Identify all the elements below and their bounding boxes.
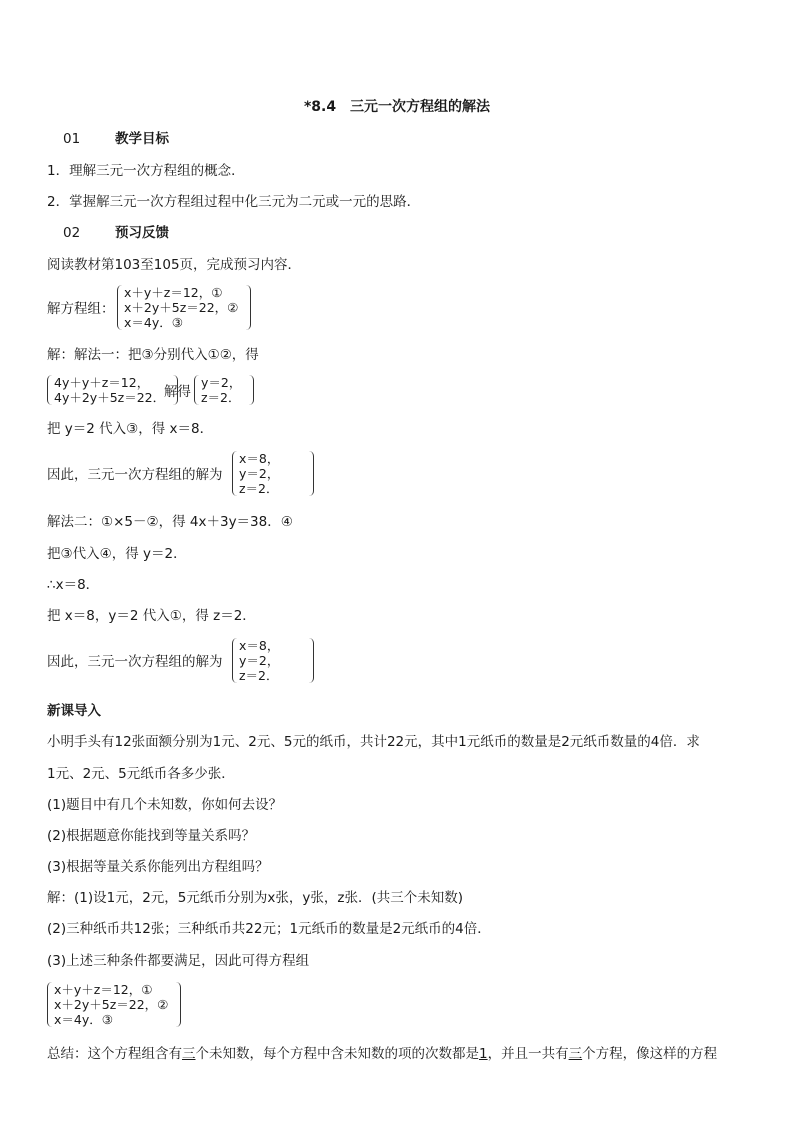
right-brace bbox=[176, 982, 181, 1027]
equation: 4y＋y＋z＝12， bbox=[54, 375, 150, 390]
summary bbox=[47, 1045, 717, 1063]
left-brace bbox=[47, 982, 52, 1027]
equation: x＋2y＋5z＝22，② bbox=[124, 300, 239, 315]
right-brace bbox=[309, 638, 314, 683]
summary-blank: 1 bbox=[479, 1046, 488, 1062]
answer-3: (3)上述三种条件都要满足，因此可得方程组 bbox=[47, 953, 310, 969]
equation: x＋y＋z＝12，① bbox=[124, 285, 223, 300]
question-3: (3)根据等量关系你能列出方程组吗？ bbox=[47, 859, 269, 875]
summary-text: 个未知数，每个方程中含未知数的项的次数都是 bbox=[195, 1046, 479, 1062]
therefore-line: ∴x＝8． bbox=[47, 577, 100, 593]
right-brace bbox=[246, 285, 251, 330]
equation: x＋2y＋5z＝22，② bbox=[54, 997, 169, 1012]
reading-instruction: 阅读教材第103至105页，完成预习内容． bbox=[47, 257, 302, 273]
equation: z＝2． bbox=[239, 481, 279, 496]
equation: z＝2． bbox=[201, 390, 241, 405]
right-brace bbox=[309, 451, 314, 496]
equation-system-3 bbox=[194, 375, 254, 405]
solution-system-2 bbox=[232, 638, 314, 683]
equation: x＝4y．③ bbox=[124, 315, 183, 330]
page-title: *8.4 三元一次方程组的解法 bbox=[303, 99, 491, 115]
right-brace bbox=[249, 375, 254, 405]
equation: y＝2， bbox=[201, 375, 242, 390]
equation-system-2 bbox=[47, 375, 178, 405]
substitution-2: 把③代入④，得 y＝2． bbox=[47, 546, 187, 562]
method-one: 解：解法一：把③分别代入①②，得 bbox=[47, 347, 259, 363]
solved-label: 解得 bbox=[164, 384, 191, 400]
question-2: (2)根据题意你能找到等量关系吗？ bbox=[47, 828, 256, 844]
left-brace bbox=[117, 285, 122, 330]
section-label: 教学目标 bbox=[115, 131, 169, 147]
equation: x＝8， bbox=[239, 638, 280, 653]
summary-blank: 三 bbox=[182, 1046, 196, 1062]
section-number: 02 bbox=[63, 225, 81, 241]
goal-1: 1．理解三元一次方程组的概念． bbox=[47, 163, 245, 179]
equation: y＝2， bbox=[239, 653, 280, 668]
summary-text: 个方程，像这样的方程 bbox=[582, 1046, 718, 1062]
question-1: (1)题目中有几个未知数，你如何去设？ bbox=[47, 797, 283, 813]
solve-label: 解方程组： bbox=[47, 301, 115, 317]
substitution-1: 把 y＝2 代入③，得 x＝8． bbox=[47, 421, 214, 437]
summary-blank: 三 bbox=[568, 1046, 583, 1062]
summary-text: ，并且一共有 bbox=[487, 1046, 569, 1062]
conclusion-1: 因此，三元一次方程组的解为 bbox=[47, 467, 223, 483]
left-brace bbox=[232, 451, 237, 496]
goal-2: 2．掌握解三元一次方程组过程中化三元为二元或一元的思路． bbox=[47, 194, 421, 210]
left-brace bbox=[232, 638, 237, 683]
section-preview-feedback bbox=[47, 224, 169, 242]
solution-system-1 bbox=[232, 451, 314, 496]
equation: x＝8， bbox=[239, 451, 280, 466]
left-brace bbox=[194, 375, 199, 405]
summary-text: 总结：这个方程组含有 bbox=[47, 1046, 182, 1062]
equation: x＝4y．③ bbox=[54, 1012, 113, 1027]
equation: z＝2． bbox=[239, 668, 279, 683]
problem-line-1: 小明手头有12张面额分别为1元、2元、5元的纸币，共计22元，其中1元纸币的数量是2元纸币数量的4倍．求 bbox=[47, 734, 700, 750]
equation: 4y＋2y＋5z＝22． bbox=[54, 390, 166, 405]
section-label: 预习反馈 bbox=[115, 225, 169, 241]
conclusion-2: 因此，三元一次方程组的解为 bbox=[47, 654, 223, 670]
equation: y＝2， bbox=[239, 466, 280, 481]
section-number: 01 bbox=[63, 131, 81, 147]
problem-line-2: 1元、2元、5元纸币各多少张． bbox=[47, 766, 235, 782]
left-brace bbox=[47, 375, 52, 405]
equation: x＋y＋z＝12，① bbox=[54, 982, 153, 997]
section-new-lesson: 新课导入 bbox=[47, 703, 101, 719]
substitution-3: 把 x＝8，y＝2 代入①，得 z＝2． bbox=[47, 608, 256, 624]
section-teaching-goals bbox=[47, 130, 169, 148]
answer-2: (2)三种纸币共12张；三种纸币共22元；1元纸币的数量是2元纸币的4倍． bbox=[47, 921, 491, 937]
equation-system-4 bbox=[47, 982, 181, 1027]
answer-1: 解：(1)设1元，2元，5元纸币分别为x张，y张，z张．(共三个未知数) bbox=[47, 890, 463, 906]
method-two: 解法二：①×5－②，得 4x＋3y＝38．④ bbox=[47, 514, 293, 530]
equation-system-1 bbox=[117, 285, 251, 330]
